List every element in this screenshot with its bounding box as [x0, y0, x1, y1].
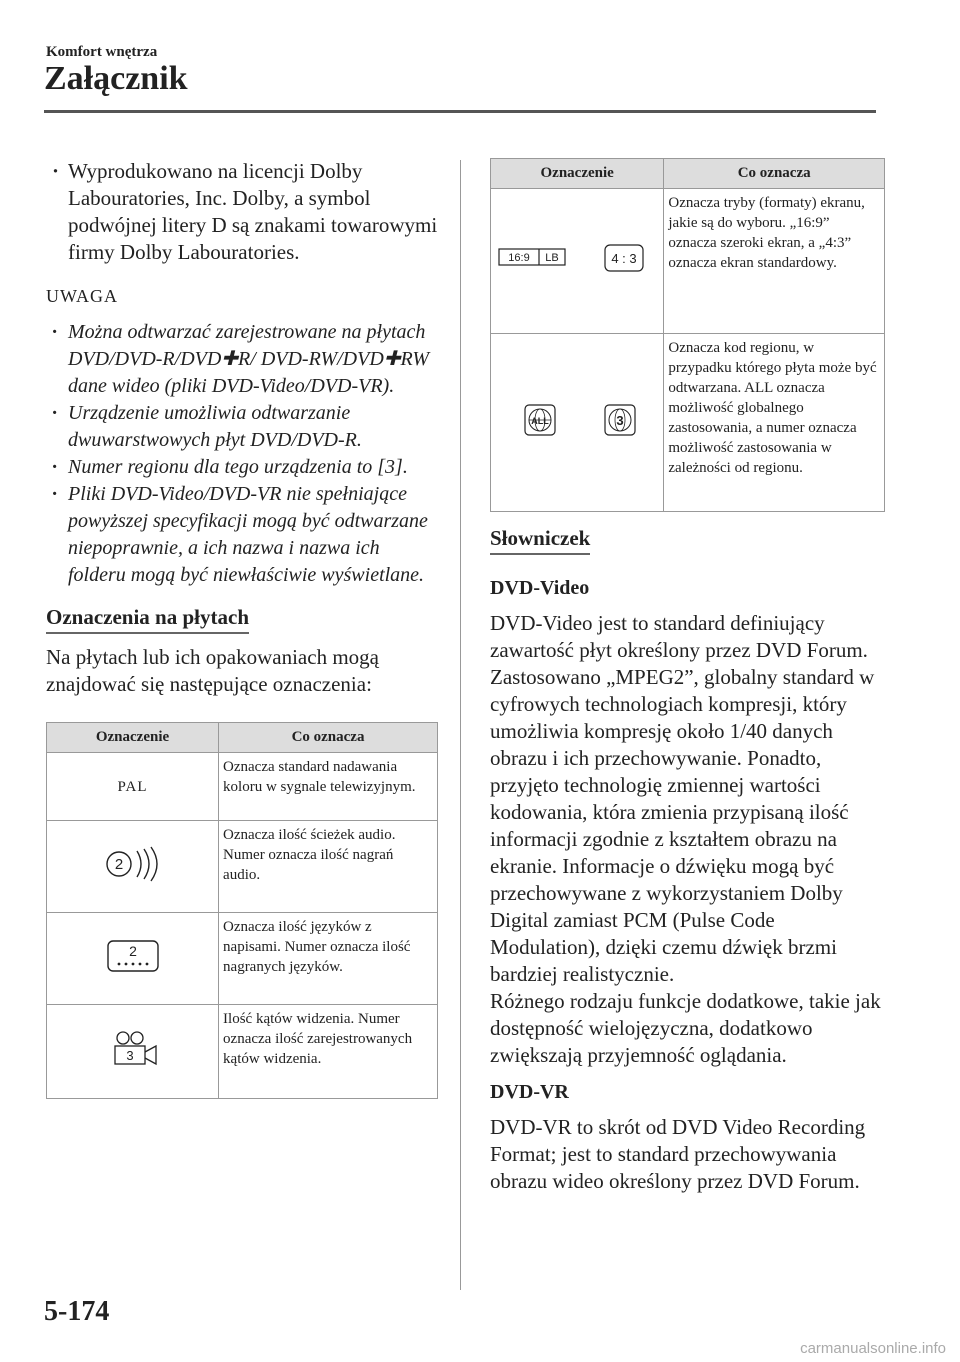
table-row	[47, 753, 438, 821]
watermark: carmanualsonline.info	[800, 1340, 946, 1357]
disc-marks-table	[46, 722, 438, 1099]
camera-angles-icon	[47, 1005, 219, 1099]
header-subtitle: Komfort wnętrza	[46, 44, 158, 60]
region-code-icons	[491, 334, 664, 512]
page-number: 5-174	[44, 1296, 110, 1327]
svg-text:2: 2	[114, 855, 123, 873]
dvd-vr-heading: DVD-VR	[490, 1081, 569, 1103]
svg-text:ALL: ALL	[531, 415, 549, 426]
note-item: · Numer regionu dla tego urządzenia to [3].	[46, 454, 438, 481]
audio-tracks-icon	[47, 821, 219, 913]
dvd-video-paragraph: DVD-Video jest to standard definiujący zawartość płyt określony przez DVD Forum.	[490, 611, 868, 662]
svg-text:4 : 3: 4 : 3	[611, 251, 637, 266]
intro-bullet: · Wyprodukowano na licencji Dolby Labouratories, Inc. Dolby, a symbol podwójnej litery D są znakami towarowymi firmy Dolby Labouratories.	[46, 158, 438, 266]
aspect-ratio-icons	[491, 189, 664, 334]
svg-text:3: 3	[125, 1047, 134, 1063]
table-header-meaning: Co oznacza	[219, 723, 438, 753]
table-header-mark: Oznaczenie	[47, 723, 219, 753]
table-row	[47, 821, 438, 913]
svg-text:3: 3	[616, 412, 624, 428]
table-row	[47, 913, 438, 1005]
dvd-video-paragraph: Zastosowano „MPEG2”, globalny standard w cyfrowych technologiach kompresji, który umożliwia kompresję około 1/40 danych obrazu i ich przechowywanie. Ponadto, przyjęto technologię zmiennej wartości kodowania, która zmienia przypisaną ilość informacji zgodnie z kształtem obrazu na ekranie. Informacje o dźwięku mogą być przechowywane z wykorzystaniem Dolby Digital zamiast PCM (Pulse Code Modulation), dzięki czemu dźwięk brzmi bardziej realistycznie.	[490, 665, 875, 986]
glossary-title: Słowniczek	[490, 526, 590, 555]
note-list	[46, 319, 438, 589]
svg-text:2: 2	[128, 942, 137, 959]
dvd-video-paragraph: Różnego rodzaju funkcje dodatkowe, takie jak dostępność wielojęzyczna, dodatkowo zwiększają przyjemność oglądania.	[490, 989, 881, 1067]
dvd-vr-paragraph: DVD-VR to skrót od DVD Video Recording Format; jest to standard przechowywania obrazu wideo określony przez DVD Forum.	[490, 1115, 866, 1193]
svg-text:16:9: 16:9	[508, 252, 530, 264]
dvd-video-heading: DVD-Video	[490, 577, 590, 599]
table-row	[491, 189, 885, 334]
table-header-mark: Oznaczenie	[491, 159, 664, 189]
note-item: · Można odtwarzać zarejestrowane na płytach DVD/DVD-R/DVD✚R/ DVD-RW/DVD✚RW dane wideo (pliki DVD-Video/DVD-VR).	[46, 319, 438, 400]
section-paragraph: Na płytach lub ich opakowaniach mogą znajdować się następujące oznaczenia:	[46, 645, 379, 696]
screen-region-table	[490, 158, 885, 512]
table-header-meaning: Co oznacza	[664, 159, 885, 189]
note-item: · Pliki DVD-Video/DVD-VR nie spełniające powyższej specyfikacji mogą być odtwarzane niepoprawnie, a ich nazwa i nazwa ich folderu mogą być niewłaściwie wyświetlane.	[46, 481, 438, 589]
page-title: Załącznik	[44, 60, 188, 97]
left-column	[46, 158, 438, 1099]
svg-text:LB: LB	[545, 252, 559, 264]
column-divider	[460, 160, 461, 1290]
table-cell-desc: Ilość kątów widzenia. Numer oznacza ilość zarejestrowanych kątów widzenia.	[219, 1005, 438, 1099]
pal-symbol: PAL	[47, 753, 219, 821]
table-cell-desc: Oznacza tryby (formaty) ekranu, jakie są do wyboru. „16:9” oznacza szeroki ekran, a „4:3” oznacza ekran standardowy.	[664, 189, 885, 334]
note-item: · Urządzenie umożliwia odtwarzanie dwuwarstwowych płyt DVD/DVD-R.	[46, 400, 438, 454]
header-rule	[44, 110, 876, 113]
table-row	[47, 1005, 438, 1099]
subtitles-icon	[47, 913, 219, 1005]
table-cell-desc: Oznacza ilość języków z napisami. Numer oznacza ilość nagranych języków.	[219, 913, 438, 1005]
right-column	[490, 158, 885, 1195]
table-cell-desc: Oznacza ilość ścieżek audio. Numer oznacza ilość nagrań audio.	[219, 821, 438, 913]
table-cell-desc: Oznacza standard nadawania koloru w sygnale telewizyjnym.	[219, 753, 438, 821]
table-row	[491, 334, 885, 512]
section-title-disc-marks: Oznaczenia na płytach	[46, 605, 249, 634]
note-title: UWAGA	[46, 286, 118, 306]
table-cell-desc: Oznacza kod regionu, w przypadku którego płyta może być odtwarzana. ALL oznacza możliwość globalnego zastosowania, a numer oznacza możliwość zastosowania w zależności od regionu.	[664, 334, 885, 512]
